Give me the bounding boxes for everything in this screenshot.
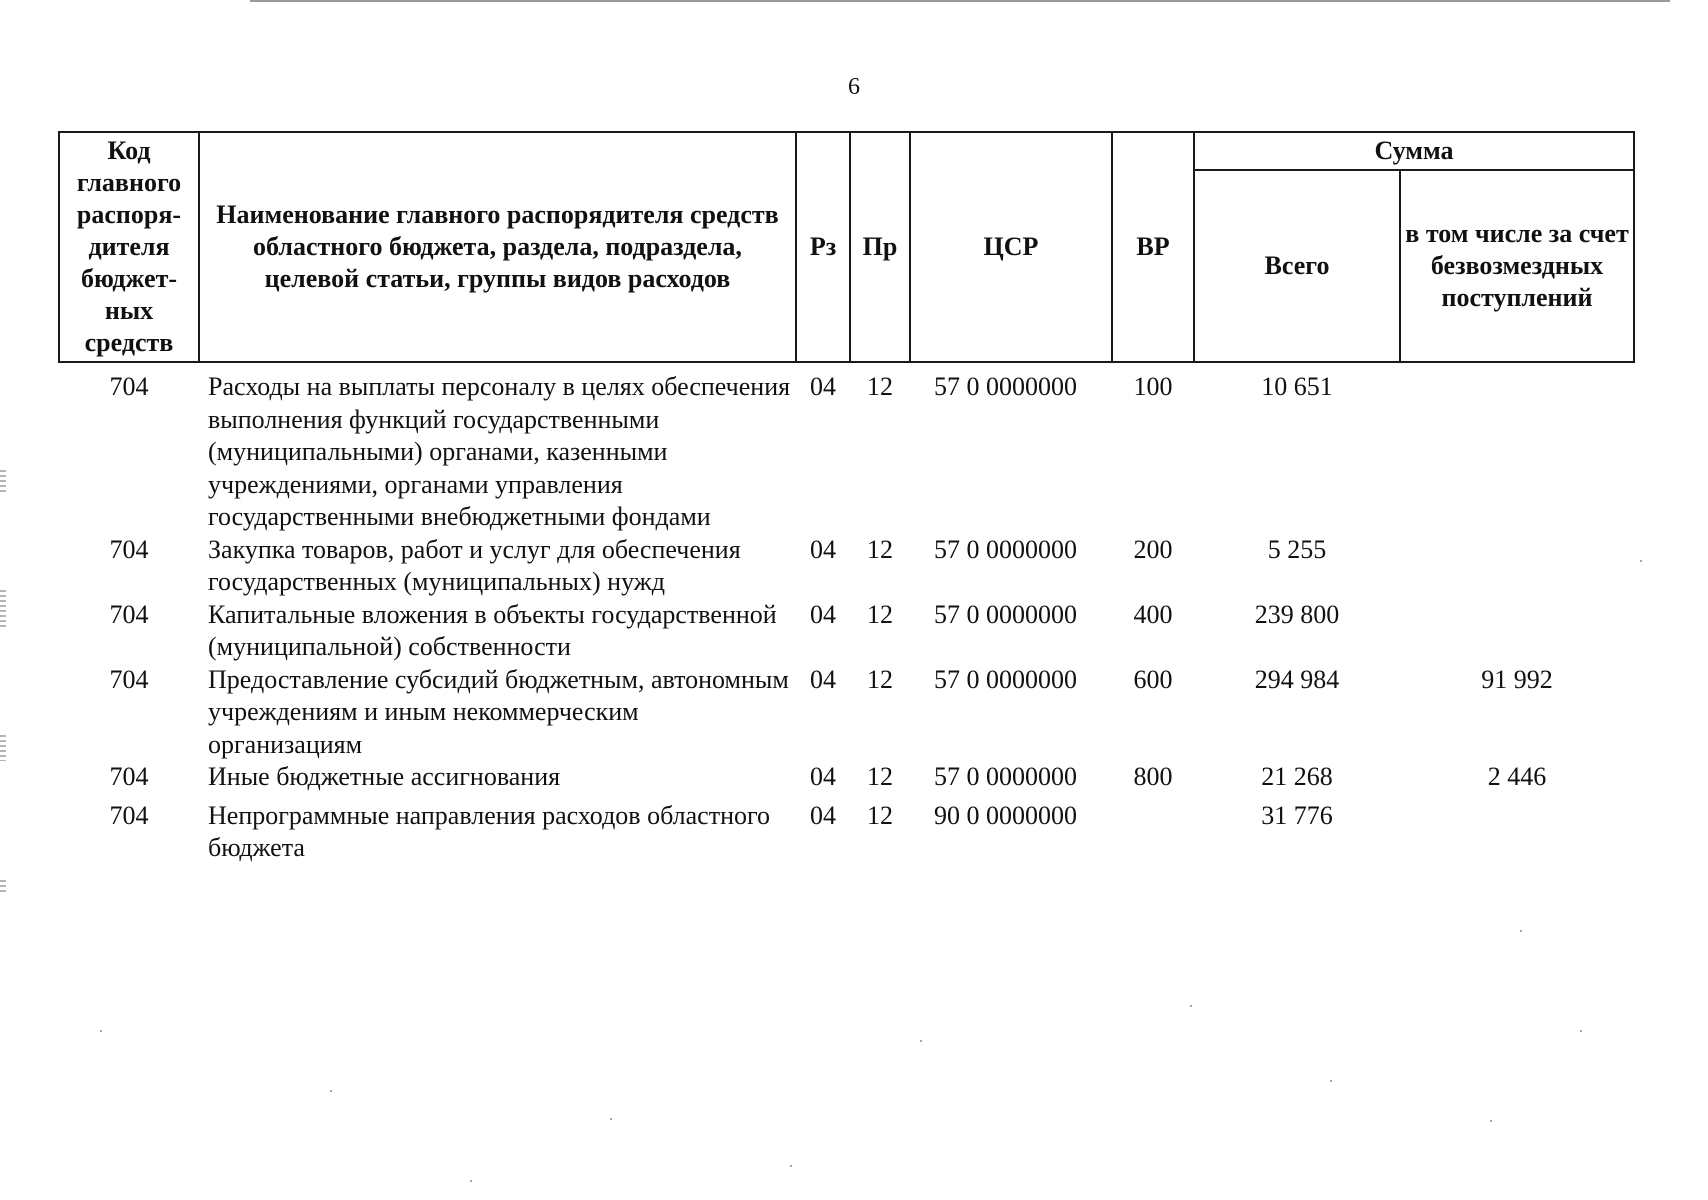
cell-pr: 12 — [867, 372, 893, 401]
cell-name: Непрограммные направления расходов областного бюджета — [208, 800, 770, 862]
scan-edge-mark — [0, 880, 6, 894]
table-row — [59, 794, 1634, 865]
cell-free — [1400, 362, 1634, 534]
cell-vr: 200 — [1133, 534, 1173, 564]
scan-speck — [610, 1118, 612, 1120]
header-total: Всего — [1194, 170, 1400, 362]
cell-name: Капитальные вложения в объекты государственной (муниципальной) собственности — [208, 599, 777, 661]
cell-csr: 57 0 0000000 — [934, 372, 1077, 401]
scan-speck — [1640, 560, 1642, 562]
cell-free — [1400, 534, 1634, 599]
cell-vr: 800 — [1133, 762, 1173, 791]
cell-name: Закупка товаров, работ и услуг для обеспечения государственных (муниципальных) нужд — [208, 534, 741, 596]
scan-speck — [1520, 930, 1522, 932]
scan-speck — [100, 1030, 102, 1032]
table-row — [59, 664, 1634, 762]
scan-speck — [1490, 1120, 1492, 1122]
cell-total: 5 255 — [1267, 534, 1327, 564]
scan-speck — [330, 1090, 332, 1092]
cell-code: 704 — [109, 534, 149, 564]
cell-total: 239 800 — [1254, 599, 1340, 629]
scan-speck — [1580, 1030, 1582, 1032]
cell-total: 31 776 — [1261, 800, 1333, 830]
cell-total: 10 651 — [1261, 372, 1333, 401]
header-csr: ЦСР — [910, 132, 1112, 362]
cell-code: 704 — [109, 800, 149, 830]
cell-name: Иные бюджетные ассигнования — [208, 762, 561, 791]
cell-csr: 57 0 0000000 — [934, 762, 1077, 791]
scan-speck — [470, 1180, 472, 1182]
cell-total: 21 268 — [1261, 762, 1333, 791]
header-vr: ВР — [1112, 132, 1194, 362]
header-pr: Пр — [850, 132, 910, 362]
header-free: в том числе за счет безвозмездных поступлений — [1400, 170, 1634, 362]
cell-free — [1400, 794, 1634, 865]
scan-speck — [1190, 1005, 1192, 1007]
header-sum: Сумма — [1194, 132, 1634, 170]
cell-pr: 12 — [867, 800, 893, 830]
cell-pr: 12 — [867, 534, 893, 564]
table-row — [59, 761, 1634, 794]
scan-edge-mark — [0, 735, 6, 761]
cell-name: Расходы на выплаты персоналу в целях обеспечения выполнения функций государственными (муниципальными) органами, казенными учреждениями, органами управления государственными внебюджетными фондами — [208, 372, 791, 531]
scan-edge-mark — [0, 470, 6, 492]
cell-name: Предоставление субсидий бюджетным, автономным учреждениям и иным некоммерческим организациям — [208, 664, 789, 759]
cell-pr: 12 — [867, 599, 893, 629]
scan-speck — [920, 1040, 922, 1042]
budget-table — [58, 131, 1635, 865]
cell-vr: 600 — [1133, 664, 1173, 694]
cell-csr: 90 0 0000000 — [934, 800, 1077, 830]
cell-vr: 400 — [1133, 599, 1173, 629]
cell-rz: 04 — [810, 534, 836, 564]
cell-rz: 04 — [810, 762, 836, 791]
cell-code: 704 — [109, 664, 149, 694]
header-name: Наименование главного распорядителя средств областного бюджета, раздела, подраздела, целевой статьи, группы видов расходов — [199, 132, 796, 362]
scan-top-rule — [250, 0, 1670, 2]
scan-edge-mark — [0, 590, 6, 630]
scan-speck — [1330, 1080, 1332, 1082]
cell-rz: 04 — [810, 664, 836, 694]
cell-pr: 12 — [867, 762, 893, 791]
cell-pr: 12 — [867, 664, 893, 694]
cell-total: 294 984 — [1254, 664, 1340, 694]
header-code: Код главного распоря-дителя бюджет-ных средств — [59, 132, 199, 362]
cell-vr: 100 — [1133, 372, 1173, 401]
header-rz: Рз — [796, 132, 850, 362]
cell-free — [1400, 599, 1634, 664]
table-header — [59, 132, 1634, 362]
cell-csr: 57 0 0000000 — [934, 664, 1077, 694]
table-row — [59, 534, 1634, 599]
table-row — [59, 362, 1634, 534]
cell-rz: 04 — [810, 372, 836, 401]
table-row — [59, 599, 1634, 664]
scan-speck — [790, 1165, 792, 1167]
table-body — [59, 362, 1634, 865]
page-number: 6 — [848, 74, 860, 100]
cell-vr — [1112, 794, 1194, 865]
cell-code: 704 — [109, 762, 149, 791]
cell-rz: 04 — [810, 599, 836, 629]
cell-csr: 57 0 0000000 — [934, 534, 1077, 564]
cell-free: 2 446 — [1487, 762, 1547, 791]
cell-free: 91 992 — [1481, 664, 1553, 694]
cell-rz: 04 — [810, 800, 836, 830]
cell-code: 704 — [109, 599, 149, 629]
cell-code: 704 — [109, 372, 149, 401]
cell-csr: 57 0 0000000 — [934, 599, 1077, 629]
